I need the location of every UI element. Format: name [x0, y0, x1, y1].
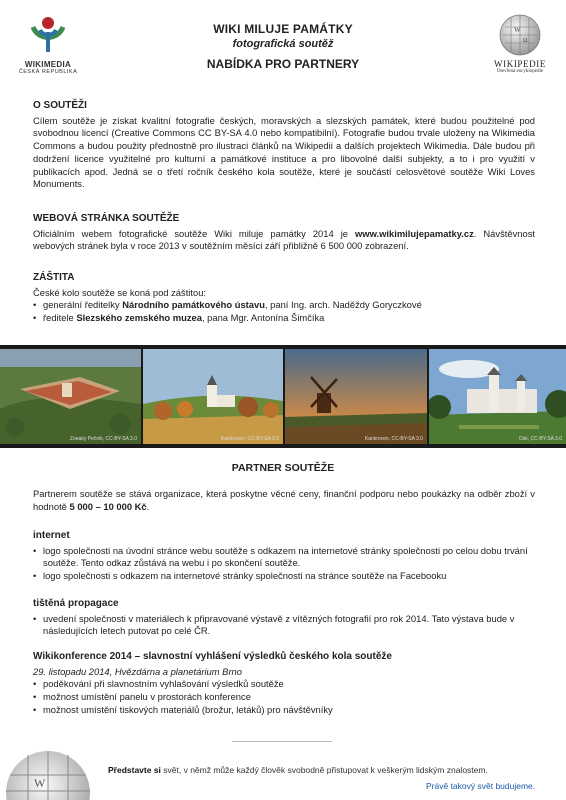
internet-section — [33, 530, 535, 583]
footer-slogan: Právě takový svět budujeme. — [426, 781, 536, 791]
photo-monastery — [0, 349, 141, 444]
photo-credit: Osk, CC-BY-SA 3.0 — [518, 436, 562, 442]
svg-text:Ω: Ω — [523, 38, 528, 44]
list-item: • uvedení společnosti v materiálech k připravované výstavě z vítězných fotografií pro rok 2014. Tato výstava bude v následujících letech putovat po celé ČR. — [33, 613, 535, 638]
partner-text: Partnerem soutěže se stává organizace, která poskytne věcné ceny, finanční podporu nebo poukázky na odběr zboží v hodnotě 5 000 – 10 000 Kč. — [33, 488, 535, 512]
about-title: O SOUTĚŽI — [33, 100, 87, 111]
photo-castle — [429, 349, 566, 444]
partner-section — [33, 488, 535, 513]
document-header — [150, 22, 416, 71]
offer-heading: NABÍDKA PRO PARTNERY — [206, 57, 360, 71]
svg-text:W: W — [34, 776, 46, 790]
list-item: • možnost umístění panelu v prostorách konference — [33, 691, 535, 704]
web-url-link[interactable]: www.wikimilujepamatky.cz — [355, 227, 474, 239]
conference-list — [33, 678, 535, 716]
list-item: • ředitele Slezského zemského muzea, pana Mgr. Antonína Šimčíka — [33, 312, 535, 325]
document-title: WIKI MILUJE PAMÁTKY — [213, 22, 353, 36]
photo-credit: Kankroven, CC-BY-SA 3.0 — [220, 436, 279, 442]
wikimedia-brand: WIKIMEDIA — [24, 60, 72, 69]
photo-church — [143, 349, 283, 444]
footer-text: Představte si svět, v němž může každý člověk svobodně přistupovat k veškerým lidským znalostem. — [108, 765, 488, 775]
list-item: • generální ředitelky Národního památkového ústavu, paní Ing. arch. Naděždy Goryczkové — [33, 299, 535, 312]
wikipedia-logo — [480, 12, 560, 74]
patronage-list — [33, 299, 535, 324]
conference-title: Wikikonference 2014 – slavnostní vyhlášení výsledků českého kola soutěže — [33, 651, 392, 662]
web-title: WEBOVÁ STRÁNKA SOUTĚŽE — [33, 213, 180, 224]
list-item: • poděkování při slavnostním vyhlašování výsledků soutěže — [33, 678, 535, 691]
partner-title: PARTNER SOUTĚŽE — [231, 462, 335, 474]
wikimedia-subbrand: ČESKÁ REPUBLIKA — [18, 69, 78, 75]
print-title: tištěná propagace — [33, 598, 119, 609]
print-list — [33, 613, 535, 638]
print-section — [33, 598, 535, 638]
wikimedia-logo — [12, 10, 84, 75]
photo-credit: Kankroven, CC-BY-SA 3.0 — [364, 436, 423, 442]
list-item: • logo společnosti na úvodní stránce webu soutěže s odkazem na internetové stránky společnosti po celou dobu trvání soutěže. Tento odkaz zůstává na webu i po skončení soutěže. — [33, 545, 535, 570]
wikimedia-globe-icon — [24, 10, 72, 58]
web-section — [33, 213, 535, 253]
wikipedia-brand: WIKIPEDIE — [494, 59, 546, 69]
svg-text:W: W — [514, 26, 521, 34]
conference-section — [33, 651, 535, 717]
patronage-title: ZÁŠTITA — [33, 272, 75, 283]
patronage-section — [33, 272, 535, 325]
list-item: • logo společnosti s odkazem na internetové stránky společnosti na stránce soutěže na Facebooku — [33, 570, 535, 583]
photo-windmill — [285, 349, 427, 444]
divider — [232, 741, 332, 742]
photo-strip — [0, 345, 566, 448]
internet-list — [33, 545, 535, 583]
wikipedia-globe-icon — [497, 12, 543, 58]
about-text: Cílem soutěže je získat kvalitní fotografie českých, moravských a slezských památek, které budou použitelné pod svobodnou licencí (Creative Commons CC BY-SA 4.0 nebo kompatibilní). Fotografie budou trvale uloženy na Wikimedia Commons a budou použity přednostně pro ilustraci článků na Wikipedii a dalších projektech Wikimedia. Dále budou při dodržení licence využitelné pro kulturní a památkové instituce a pro libovolné další subjekty, a to i pro využití v publikacích apod. Jedná se o třetí ročník českého kola soutěže, které je součástí celosvětové soutěže Wiki Loves Monuments. — [33, 114, 535, 190]
wikipedia-subbrand: Otevřená encyklopedie — [496, 69, 544, 74]
patronage-intro: České kolo soutěže se koná pod záštitou: — [33, 286, 207, 298]
conference-date: 29. listopadu 2014, Hvězdárna a planetárium Brno — [33, 665, 242, 677]
about-section — [33, 100, 535, 191]
wikipedia-puzzle-globe-icon — [0, 745, 96, 800]
list-item: • možnost umístění tiskových materiálů (brožur, letáků) pro návštěvníky — [33, 704, 535, 717]
web-text: Oficiálním webem fotografické soutěže Wiki miluje památky 2014 je www.wikimilujepamatky.cz. Návštěvnost webových stránek byla v roce 2013 v soutěžním měsíci září přibližně 6 500 000 zobrazení. — [33, 227, 535, 252]
document-subtitle: fotografická soutěž — [232, 38, 334, 50]
internet-title: internet — [33, 530, 70, 541]
photo-credit: Zoeaky Pečnik, CC-BY-SA 3.0 — [69, 436, 137, 442]
